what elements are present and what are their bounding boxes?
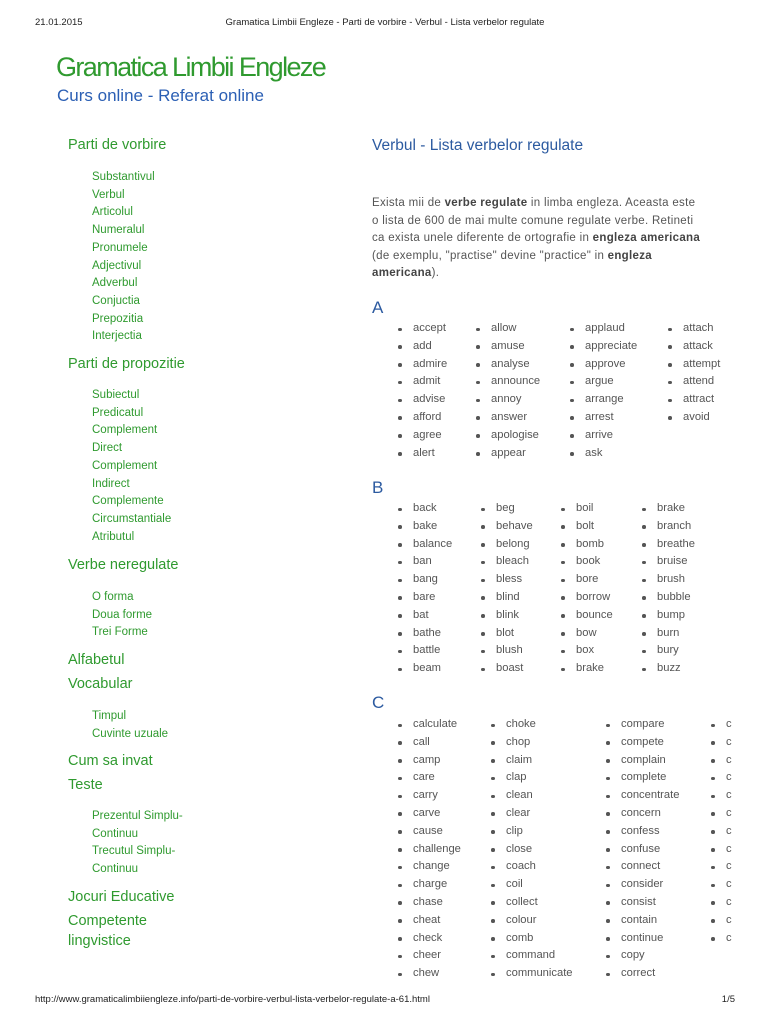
list-item: bathe	[398, 625, 452, 643]
word-list-b-col-1	[398, 500, 452, 678]
list-item: close	[491, 841, 573, 859]
list-item: bump	[642, 607, 695, 625]
list-item: avoid	[668, 409, 720, 427]
word-list-c-col-4	[711, 716, 732, 947]
list-item: boil	[561, 500, 613, 518]
list-item: brush	[642, 571, 695, 589]
list-item: call	[398, 734, 461, 752]
list-item: add	[398, 338, 447, 356]
word-list-c-col-2	[491, 716, 573, 983]
page-title: Verbul - Lista verbelor regulate	[372, 137, 584, 154]
sidebar-link-prepozitia[interactable]: Prepozitia	[92, 312, 144, 325]
print-page-number: 1/5	[721, 994, 735, 1005]
list-item: back	[398, 500, 452, 518]
list-item: afford	[398, 409, 447, 427]
list-item: buzz	[642, 660, 695, 678]
sidebar-link-complement-indirect-2[interactable]: Indirect	[92, 477, 130, 490]
list-item: choke	[491, 716, 573, 734]
list-item: connect	[606, 858, 679, 876]
list-item: burn	[642, 625, 695, 643]
list-item: c	[711, 876, 732, 894]
list-item: blink	[481, 607, 533, 625]
sidebar-heading-alfabetul[interactable]: Alfabetul	[68, 652, 125, 668]
intro-text-2: in limba engleza. Aceasta este o lista de 600 de mai multe comune regulate verbe. Retineti ca exista unele diferente de ortografie in	[372, 197, 696, 245]
list-item: argue	[570, 373, 637, 391]
list-item: colour	[491, 912, 573, 930]
list-item: copy	[606, 947, 679, 965]
sidebar-link-prezentul-simplu-continuu[interactable]: Prezentul Simplu-	[92, 810, 183, 822]
sidebar-link-complemente-circumstantiale-2[interactable]: Circumstantiale	[92, 512, 172, 525]
intro-text-3: (de exemplu, "practise" devine "practice" in	[372, 249, 608, 262]
list-item: bomb	[561, 536, 613, 554]
sidebar-link-trecutul-simplu-continuu-2[interactable]: Continuu	[92, 863, 139, 876]
letter-heading-c: C	[372, 693, 385, 712]
intro-paragraph	[372, 195, 702, 283]
word-list-b-col-2	[481, 500, 533, 678]
list-item: check	[398, 930, 461, 948]
list-item: c	[711, 787, 732, 805]
list-item: bless	[481, 571, 533, 589]
site-title[interactable]: Gramatica Limbii Engleze	[56, 52, 326, 82]
intro-bold-1: verbe regulate	[444, 197, 528, 209]
list-item: bolt	[561, 518, 613, 536]
list-item: ban	[398, 553, 452, 571]
list-item: attempt	[668, 356, 720, 374]
sidebar-link-complement-direct[interactable]: Complement	[92, 424, 158, 437]
list-item: challenge	[398, 841, 461, 859]
sidebar-link-doua-forme[interactable]: Doua forme	[92, 608, 153, 621]
list-item: comb	[491, 930, 573, 948]
list-item: chop	[491, 734, 573, 752]
list-item: c	[711, 841, 732, 859]
sidebar-heading-parti-de-vorbire[interactable]: Parti de vorbire	[68, 137, 167, 153]
list-item: belong	[481, 536, 533, 554]
sidebar-link-articolul[interactable]: Articolul	[92, 206, 133, 219]
list-item: bow	[561, 625, 613, 643]
list-item: bleach	[481, 553, 533, 571]
list-item: chew	[398, 965, 461, 983]
list-item: clip	[491, 823, 573, 841]
list-item: consider	[606, 876, 679, 894]
list-item: consist	[606, 894, 679, 912]
list-item: communicate	[491, 965, 573, 983]
list-item: balance	[398, 536, 452, 554]
sidebar-link-adjectivul[interactable]: Adjectivul	[92, 259, 142, 272]
list-item: calculate	[398, 716, 461, 734]
sidebar-link-complement-indirect[interactable]: Complement	[92, 459, 158, 472]
list-item: agree	[398, 427, 447, 445]
list-item: arrest	[570, 409, 637, 427]
sidebar-heading-teste[interactable]: Teste	[68, 777, 103, 793]
list-item: charge	[398, 876, 461, 894]
list-item: c	[711, 930, 732, 948]
list-item: beam	[398, 660, 452, 678]
sidebar-link-pronumele[interactable]: Pronumele	[92, 241, 148, 254]
list-item: borrow	[561, 589, 613, 607]
list-item: branch	[642, 518, 695, 536]
sidebar-heading-vocabular[interactable]: Vocabular	[68, 676, 133, 692]
sidebar-link-subiectul[interactable]: Subiectul	[92, 389, 140, 401]
list-item: annoy	[476, 391, 540, 409]
list-item: amuse	[476, 338, 540, 356]
sidebar-link-trecutul-simplu-continuu[interactable]: Trecutul Simplu-	[92, 845, 176, 858]
list-item: clear	[491, 805, 573, 823]
intro-text-4: ).	[431, 267, 440, 280]
sidebar-link-numeralul[interactable]: Numeralul	[92, 224, 145, 237]
list-item: admire	[398, 356, 447, 374]
list-item: appreciate	[570, 338, 637, 356]
sidebar-link-verbul[interactable]: Verbul	[92, 188, 125, 201]
list-item: coach	[491, 858, 573, 876]
sidebar-heading-jocuri-educative[interactable]: Jocuri Educative	[68, 889, 175, 905]
list-item: c	[711, 716, 732, 734]
list-item: announce	[476, 373, 540, 391]
list-item: blot	[481, 625, 533, 643]
list-item: cheat	[398, 912, 461, 930]
list-item: boast	[481, 660, 533, 678]
list-item: camp	[398, 752, 461, 770]
site-subtitle: Curs online - Referat online	[57, 86, 264, 105]
list-item: complete	[606, 769, 679, 787]
list-item: c	[711, 805, 732, 823]
sidebar-link-complement-direct-2[interactable]: Direct	[92, 442, 123, 455]
list-item: ask	[570, 445, 637, 463]
list-item: attach	[668, 320, 720, 338]
list-item: applaud	[570, 320, 637, 338]
sidebar-heading-cum-sa-invat[interactable]: Cum sa invat	[68, 753, 153, 769]
print-url: http://www.gramaticalimbiiengleze.info/parti-de-vorbire-verbul-lista-verbelor-regulate-a-61.html	[35, 994, 430, 1005]
word-list-c-col-1	[398, 716, 461, 983]
list-item: cheer	[398, 947, 461, 965]
list-item: correct	[606, 965, 679, 983]
sidebar-link-o-forma[interactable]: O forma	[92, 591, 134, 603]
list-item: bounce	[561, 607, 613, 625]
list-item: command	[491, 947, 573, 965]
list-item: answer	[476, 409, 540, 427]
sidebar-link-timpul[interactable]: Timpul	[92, 710, 127, 722]
sidebar-link-atributul[interactable]: Atributul	[92, 530, 135, 543]
list-item: appear	[476, 445, 540, 463]
letter-heading-b: B	[372, 478, 384, 497]
list-item: contain	[606, 912, 679, 930]
list-item: c	[711, 894, 732, 912]
list-item: cause	[398, 823, 461, 841]
list-item: c	[711, 823, 732, 841]
sidebar-link-substantivul[interactable]: Substantivul	[92, 171, 155, 183]
list-item: bury	[642, 642, 695, 660]
print-date: 21.01.2015	[35, 17, 83, 28]
sidebar-link-predicatul[interactable]: Predicatul	[92, 406, 144, 419]
list-item: brake	[642, 500, 695, 518]
list-item: allow	[476, 320, 540, 338]
list-item: breathe	[642, 536, 695, 554]
list-item: apologise	[476, 427, 540, 445]
sidebar-heading-verbe-neregulate[interactable]: Verbe neregulate	[68, 557, 179, 573]
intro-text-1: Exista mii de	[372, 197, 445, 209]
list-item: coil	[491, 876, 573, 894]
list-item: bore	[561, 571, 613, 589]
list-item: bat	[398, 607, 452, 625]
list-item: approve	[570, 356, 637, 374]
list-item: admit	[398, 373, 447, 391]
list-item: bare	[398, 589, 452, 607]
list-item: brake	[561, 660, 613, 678]
sidebar-link-complemente-circumstantiale[interactable]: Complemente	[92, 495, 164, 508]
list-item: claim	[491, 752, 573, 770]
intro-bold-2: engleza americana	[592, 232, 701, 245]
sidebar-link-adverbul[interactable]: Adverbul	[92, 277, 138, 290]
word-list-a-col-4	[668, 320, 720, 427]
word-list-a-col-1	[398, 320, 447, 462]
list-item: attack	[668, 338, 720, 356]
list-item: care	[398, 769, 461, 787]
list-item: confuse	[606, 841, 679, 859]
list-item: bake	[398, 518, 452, 536]
list-item: c	[711, 734, 732, 752]
sidebar-link-cuvinte-uzuale[interactable]: Cuvinte uzuale	[92, 727, 169, 740]
sidebar-link-conjuctia[interactable]: Conjuctia	[92, 294, 140, 307]
list-item: advise	[398, 391, 447, 409]
list-item: behave	[481, 518, 533, 536]
word-list-b-col-4	[642, 500, 695, 678]
print-page-title: Gramatica Limbii Engleze - Parti de vorbire - Verbul - Lista verbelor regulate	[225, 17, 545, 28]
list-item: analyse	[476, 356, 540, 374]
list-item: attract	[668, 391, 720, 409]
list-item: compare	[606, 716, 679, 734]
list-item: concern	[606, 805, 679, 823]
sidebar-link-prezentul-simplu-continuu-2[interactable]: Continuu	[92, 827, 139, 840]
word-list-a-col-3	[570, 320, 637, 462]
list-item: bang	[398, 571, 452, 589]
list-item: alert	[398, 445, 447, 463]
list-item: bubble	[642, 589, 695, 607]
word-list-c-col-3	[606, 716, 679, 983]
list-item: complain	[606, 752, 679, 770]
list-item: collect	[491, 894, 573, 912]
list-item: continue	[606, 930, 679, 948]
list-item: concentrate	[606, 787, 679, 805]
letter-heading-a: A	[372, 298, 384, 317]
list-item: confess	[606, 823, 679, 841]
list-item: c	[711, 858, 732, 876]
list-item: arrange	[570, 391, 637, 409]
list-item: accept	[398, 320, 447, 338]
list-item: blush	[481, 642, 533, 660]
list-item: clap	[491, 769, 573, 787]
list-item: c	[711, 752, 732, 770]
intro-bold-3: engleza americana	[372, 249, 652, 280]
sidebar-link-trei-forme[interactable]: Trei Forme	[92, 626, 148, 639]
list-item: carry	[398, 787, 461, 805]
sidebar-heading-parti-de-propozitie[interactable]: Parti de propozitie	[68, 356, 185, 372]
list-item: arrive	[570, 427, 637, 445]
list-item: box	[561, 642, 613, 660]
sidebar-heading-competente-lingvistice[interactable]: Competente	[68, 913, 147, 929]
word-list-a-col-2	[476, 320, 540, 462]
list-item: blind	[481, 589, 533, 607]
list-item: clean	[491, 787, 573, 805]
list-item: c	[711, 769, 732, 787]
list-item: chase	[398, 894, 461, 912]
sidebar-link-interjectia[interactable]: Interjectia	[92, 330, 142, 343]
list-item: bruise	[642, 553, 695, 571]
list-item: book	[561, 553, 613, 571]
list-item: change	[398, 858, 461, 876]
list-item: compete	[606, 734, 679, 752]
word-list-b-col-3	[561, 500, 613, 678]
list-item: beg	[481, 500, 533, 518]
list-item: carve	[398, 805, 461, 823]
list-item: attend	[668, 373, 720, 391]
list-item: battle	[398, 642, 452, 660]
list-item: c	[711, 912, 732, 930]
sidebar-heading-competente-lingvistice-2[interactable]: lingvistice	[68, 933, 131, 949]
